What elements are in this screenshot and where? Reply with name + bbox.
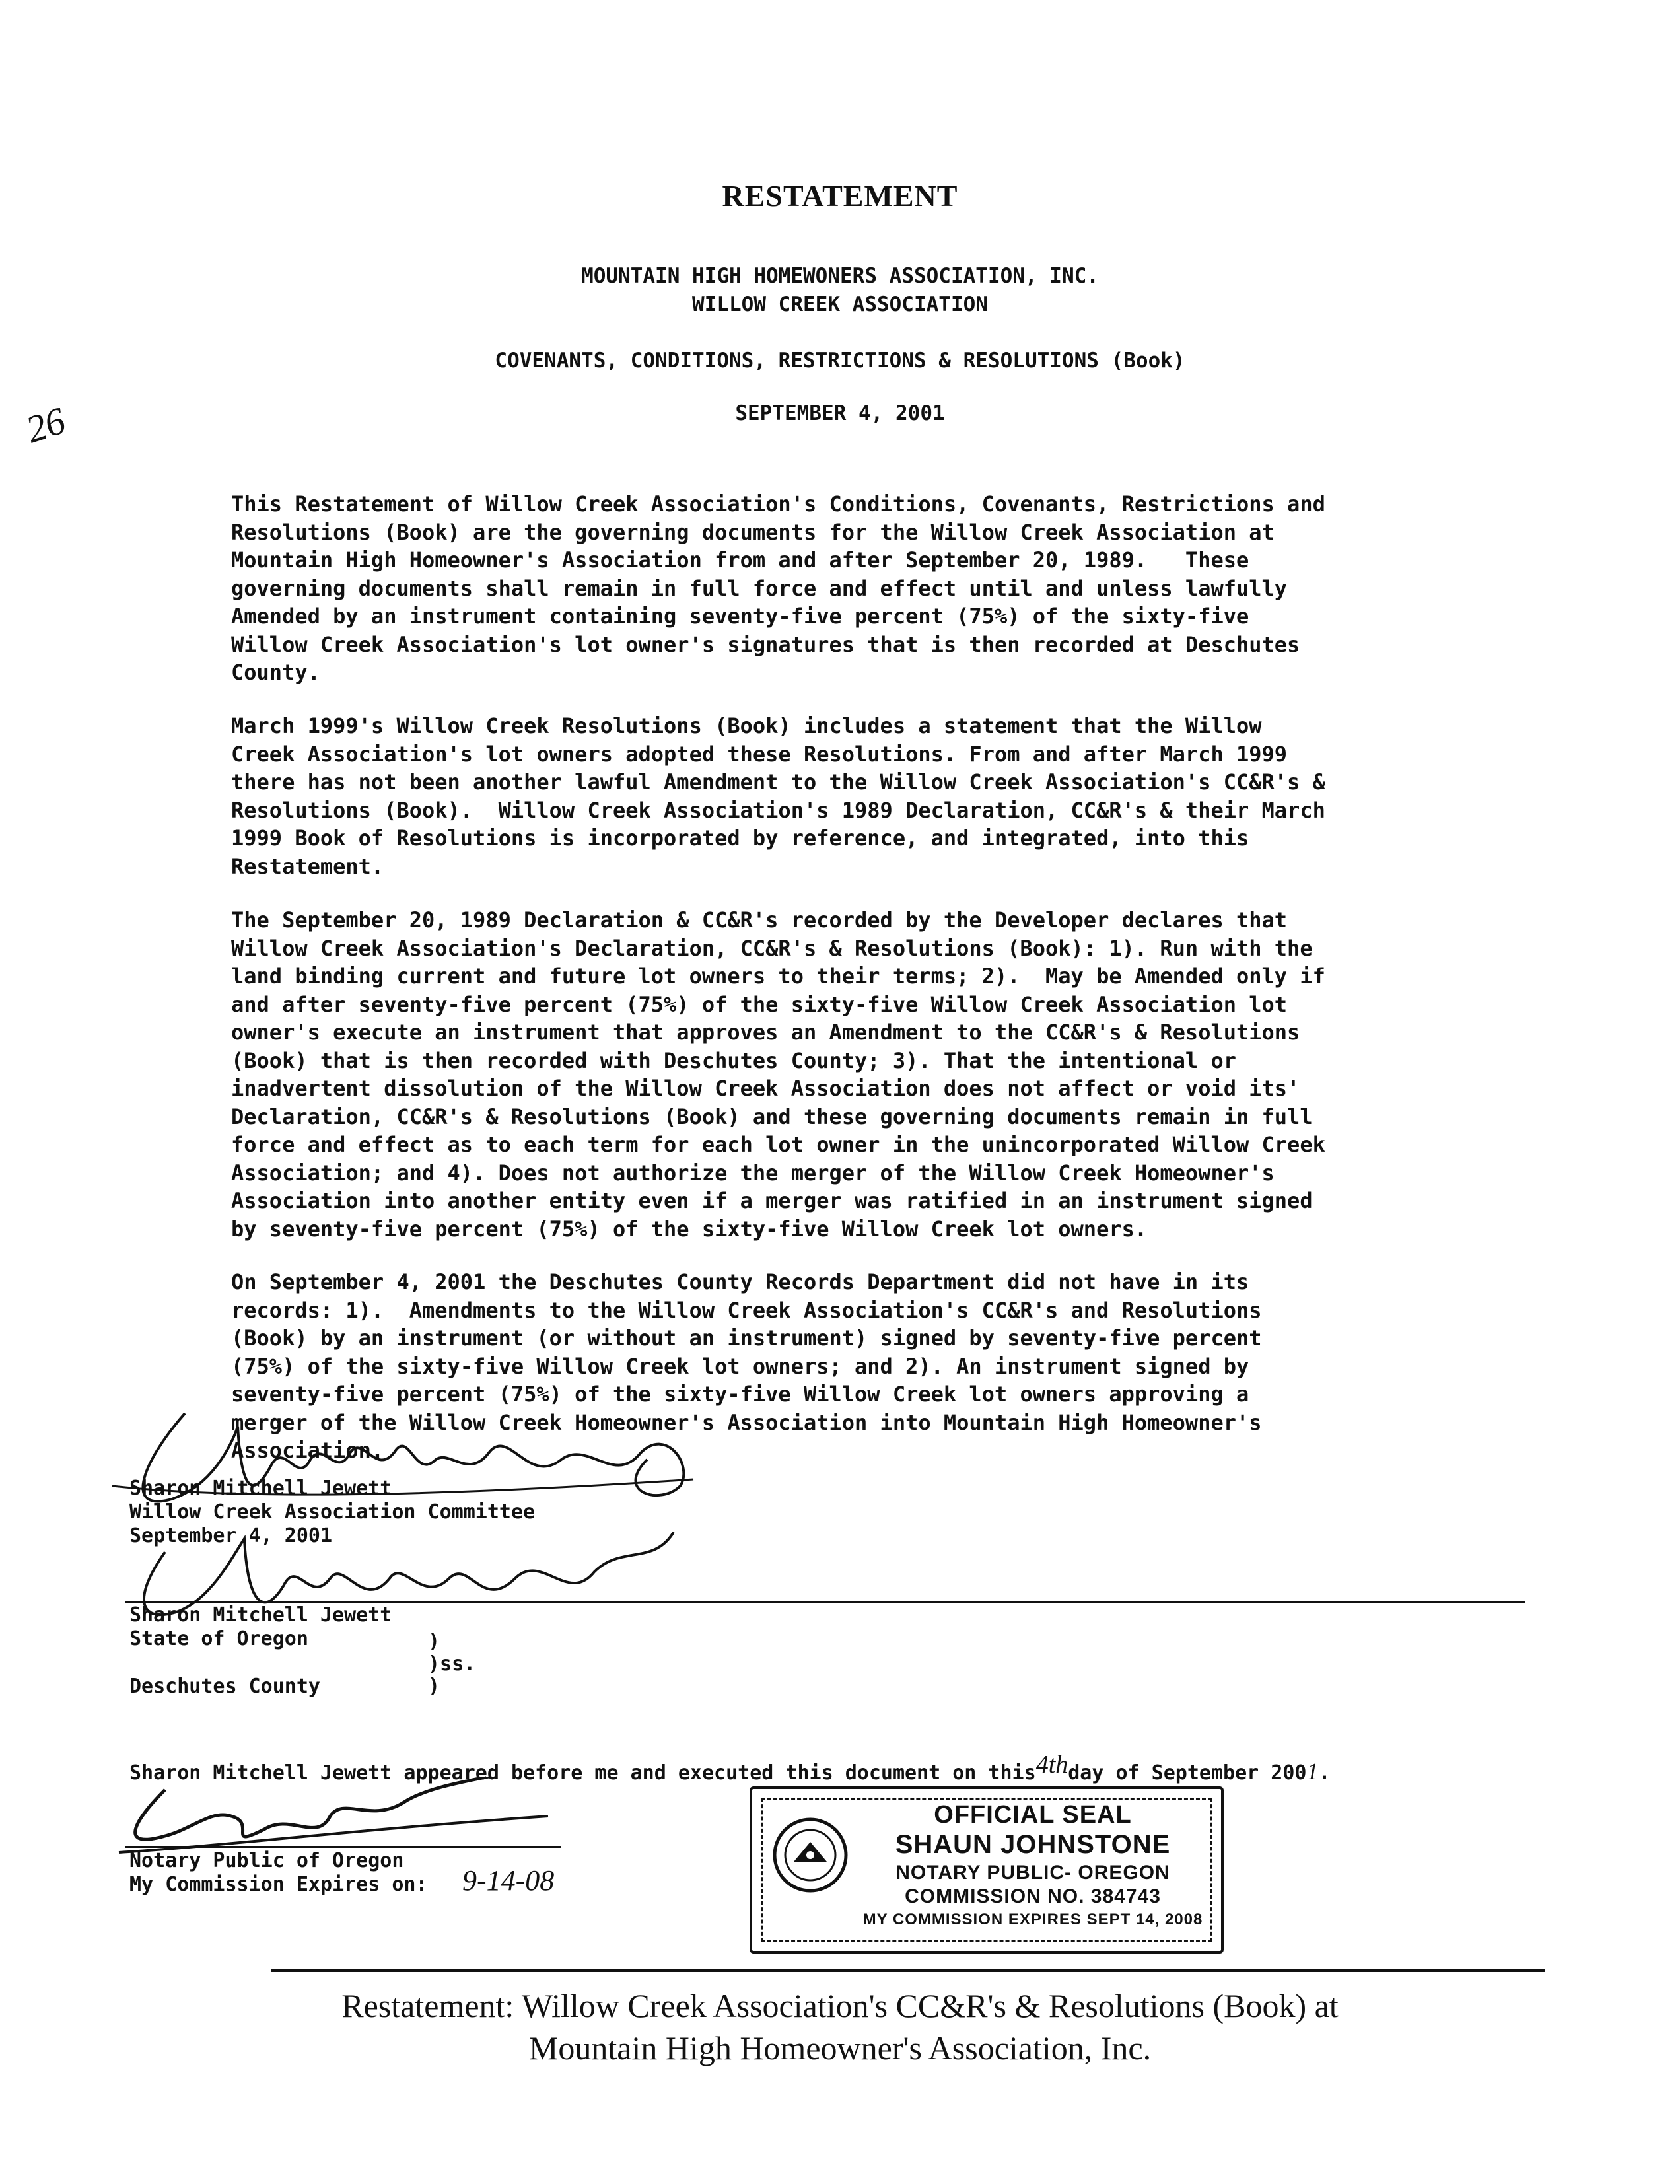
notary-title: Notary Public of Oregon	[129, 1849, 404, 1872]
paragraph-line: inadvertent dissolution of the Willow Creek Association does not affect or void its'	[231, 1076, 1300, 1101]
signature-rule	[125, 1601, 1525, 1603]
org-line-1: MOUNTAIN HIGH HOMEWONERS ASSOCIATION, INC.	[581, 264, 1099, 288]
paragraph-line: Association.	[231, 1438, 384, 1463]
paragraph-line: merger of the Willow Creek Homeowner's Association into Mountain High Homeowner's	[231, 1409, 1262, 1435]
paragraph-line: Association into another entity even if a merger was ratified in an instrument signed	[231, 1188, 1313, 1213]
notary-statement-after: day of September 200	[1068, 1761, 1307, 1784]
paragraph-line: Declaration, CC&R's & Resolutions (Book) and these governing documents remain in full	[231, 1104, 1313, 1129]
official-seal	[750, 1786, 1224, 1954]
state-seal-icon	[771, 1815, 850, 1895]
paragraph-line: and after seventy-five percent (75%) of the sixty-five Willow Creek Association lot	[231, 991, 1288, 1017]
paragraph-line: The September 20, 1989 Declaration & CC&R's recorded by the Developer declares that	[231, 907, 1288, 933]
venue-paren-3: )	[428, 1675, 440, 1698]
venue-ss: )ss.	[428, 1652, 476, 1675]
signer-name: Sharon Mitchell Jewett	[129, 1477, 392, 1500]
notary-signature-rule	[125, 1846, 561, 1848]
paragraph-1	[231, 490, 1519, 687]
signature-date: September 4, 2001	[129, 1524, 333, 1547]
paragraph-line: land binding current and future lot owners to their terms; 2). May be Amended only if	[231, 964, 1325, 989]
paragraph-line: records: 1). Amendments to the Willow Creek Association's CC&R's and Resolutions	[231, 1297, 1262, 1323]
paragraph-3	[231, 906, 1519, 1243]
footer-line-2: Mountain High Homeowner's Association, Inc.	[528, 2029, 1152, 2066]
paragraph-line: On September 4, 2001 the Deschutes County Records Department did not have in its	[231, 1269, 1249, 1294]
paragraph-2	[231, 712, 1519, 880]
paragraph-line: (75%) of the sixty-five Willow Creek lot owners; and 2). An instrument signed by	[231, 1353, 1249, 1379]
footer-line-1: Restatement: Willow Creek Association's CC&R's & Resolutions (Book) at	[341, 1987, 1339, 2024]
county-label: Deschutes County	[129, 1675, 320, 1698]
paragraph-line: seventy-five percent (75%) of the sixty-five Willow Creek lot owners approving a	[231, 1382, 1249, 1407]
seal-line-4: COMMISSION NO. 384743	[905, 1885, 1161, 1907]
paragraph-line: by seventy-five percent (75%) of the sixty-five Willow Creek lot owners.	[231, 1216, 1148, 1242]
document-date: SEPTEMBER 4, 2001	[735, 402, 945, 425]
notary-day-handwritten: 4th	[1035, 1751, 1068, 1779]
paragraph-line: owner's execute an instrument that approves an Amendment to the CC&R's & Resolutions	[231, 1020, 1300, 1045]
org-line-2: WILLOW CREEK ASSOCIATION	[692, 293, 988, 316]
paragraph-line: Mountain High Homeowner's Association from and after September 20, 1989. These	[231, 547, 1249, 573]
state-label: State of Oregon	[129, 1627, 308, 1650]
paragraph-line: March 1999's Willow Creek Resolutions (Book) includes a statement that the Willow	[231, 713, 1262, 738]
seal-line-3: NOTARY PUBLIC- OREGON	[895, 1862, 1170, 1884]
paragraph-line: Creek Association's lot owners adopted these Resolutions. From and after March 1999	[231, 741, 1288, 767]
signer-role: Willow Creek Association Committee	[129, 1500, 536, 1524]
seal-line-5: MY COMMISSION EXPIRES SEPT 14, 2008	[862, 1911, 1203, 1928]
seal-line-2: SHAUN JOHNSTONE	[895, 1830, 1171, 1859]
page-title: RESTATEMENT	[722, 179, 958, 213]
paragraph-line: Willow Creek Association's lot owner's signatures that is then recorded at Deschutes	[231, 631, 1300, 657]
paragraph-line: 1999 Book of Resolutions is incorporated by reference, and integrated, into this	[231, 826, 1249, 851]
notary-statement-period: .	[1318, 1761, 1331, 1784]
paragraph-line: Association; and 4). Does not authorize the merger of the Willow Creek Homeowner's	[231, 1160, 1275, 1185]
notary-statement-before: Sharon Mitchell Jewett appeared before me and executed this document on this	[129, 1761, 1036, 1784]
paragraph-line: Restatement.	[231, 853, 384, 879]
paragraph-line: governing documents shall remain in full force and effect until and unless lawfully	[231, 575, 1288, 601]
paragraph-line: (Book) by an instrument (or without an instrument) signed by seventy-five percent	[231, 1325, 1262, 1351]
paragraph-line: County.	[231, 660, 320, 685]
paragraph-line: Willow Creek Association's Declaration, CC&R's & Resolutions (Book): 1). Run with the	[231, 935, 1313, 961]
paragraph-line: (Book) that is then recorded with Deschutes County; 3). That the intentional or	[231, 1047, 1236, 1073]
margin-note: 26	[20, 398, 71, 452]
commission-expires-value: 9-14-08	[462, 1864, 555, 1897]
paragraph-line: force and effect as to each term for each lot owner in the unincorporated Willow Creek	[231, 1132, 1325, 1157]
paragraph-line: there has not been another lawful Amendment to the Willow Creek Association's CC&R's &	[231, 769, 1325, 794]
paragraph-line: Resolutions (Book). Willow Creek Association's 1989 Declaration, CC&R's & their March	[231, 797, 1325, 823]
paragraph-line: This Restatement of Willow Creek Association's Conditions, Covenants, Restrictions and	[231, 491, 1325, 516]
seal-line-1: OFFICIAL SEAL	[934, 1801, 1132, 1829]
venue-paren-1: )	[428, 1630, 440, 1653]
footer-rule	[271, 1969, 1545, 1972]
document-subject: COVENANTS, CONDITIONS, RESTRICTIONS & RESOLUTIONS (Book)	[495, 349, 1185, 372]
signer-name-2: Sharon Mitchell Jewett	[129, 1603, 392, 1627]
notary-year-digit: 1	[1306, 1758, 1319, 1784]
paragraph-line: Amended by an instrument containing seventy-five percent (75%) of the sixty-five	[231, 604, 1249, 629]
paragraph-line: Resolutions (Book) are the governing documents for the Willow Creek Association at	[231, 519, 1275, 545]
commission-expires-label: My Commission Expires on:	[129, 1873, 428, 1896]
